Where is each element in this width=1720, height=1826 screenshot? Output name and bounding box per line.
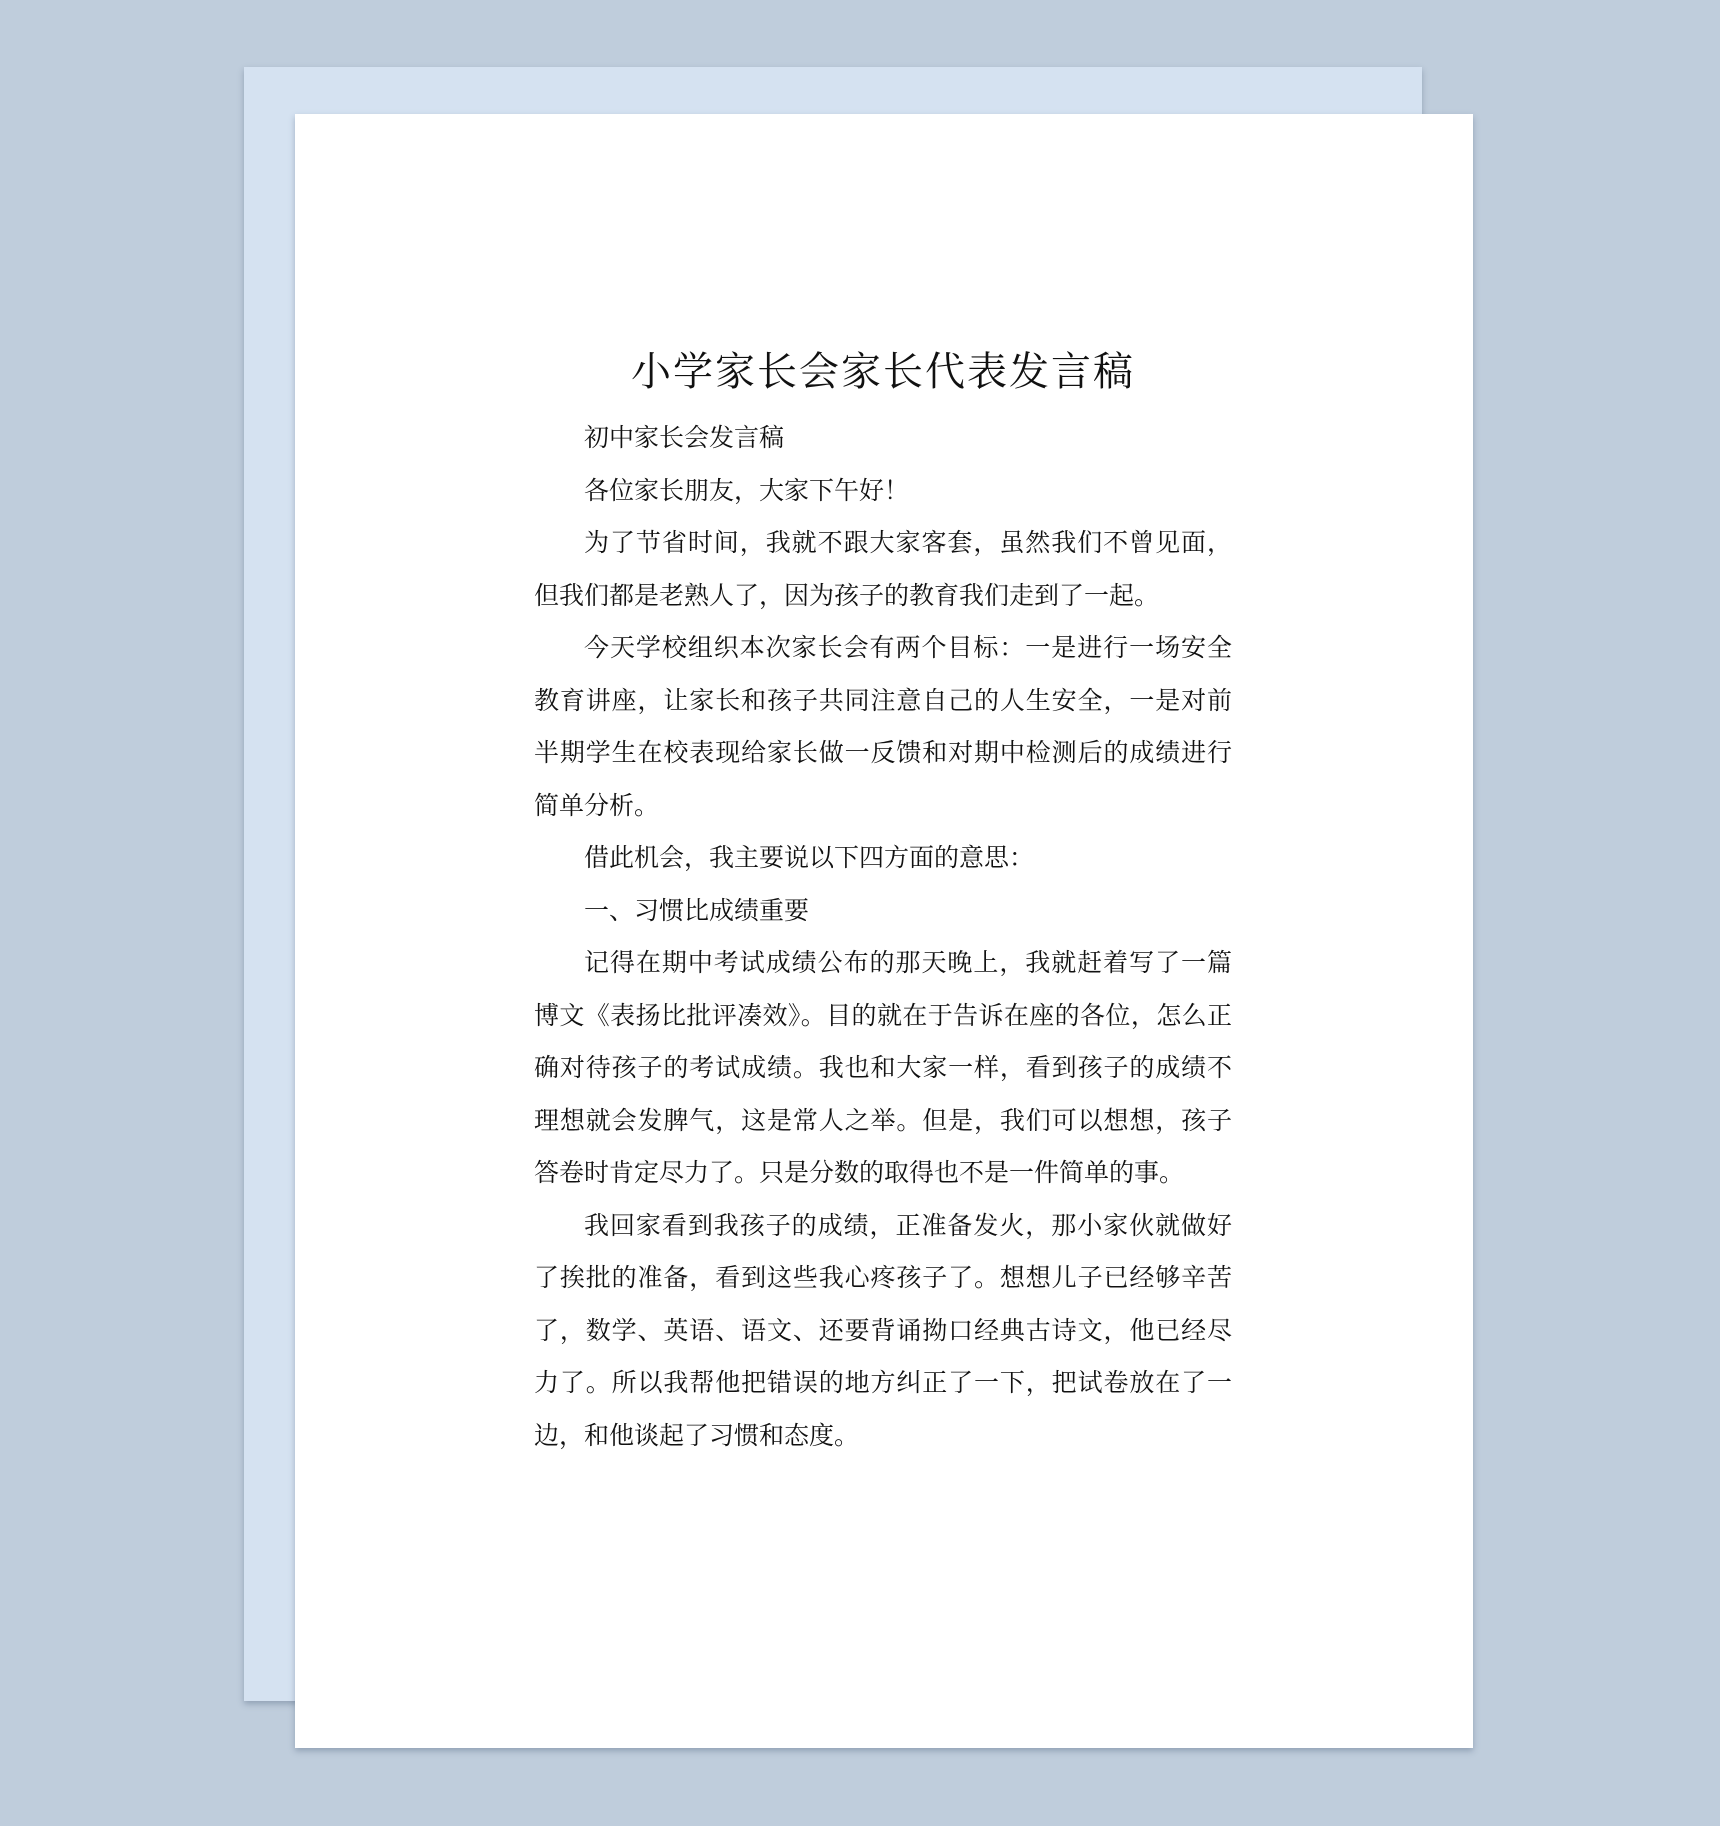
paragraph-intro: 为了节省时间，我就不跟大家客套，虽然我们不曾见面，但我们都是老熟人了，因为孩子的教育我们走到了一起。 [534,528,1232,610]
paragraph-home-story: 我回家看到我孩子的成绩，正准备发火，那小家伙就做好了挨批的准备，看到这些我心疼孩子了。想想儿子已经够辛苦了，数学、英语、语文、还要背诵拗口经典古诗文，他已经尽力了。所以我帮他把错误的地方纠正了一下，把试卷放在了一边，和他谈起了习惯和态度。 [534,1210,1232,1450]
document-title: 小学家长会家长代表发言稿 [631,349,1135,395]
paragraph-exam-results: 记得在期中考试成绩公布的那天晚上，我就赶着写了一篇博文《表扬比批评凑效》。目的就在于告诉在座的各位，怎么正确对待孩子的考试成绩。我也和大家一样，看到孩子的成绩不理想就会发脾气，这是常人之举。但是，我们可以想想，孩子答卷时肯定尽力了。只是分数的取得也不是一件简单的事。 [534,948,1232,1187]
document-body [534,340,1232,1462]
paragraph-subtitle: 初中家长会发言稿 [584,423,785,452]
paragraph-greeting: 各位家长朋友，大家下午好！ [584,475,910,505]
section-heading-habits: 一、习惯比成绩重要 [584,895,810,925]
paragraph-goals: 今天学校组织本次家长会有两个目标：一是进行一场安全教育讲座，让家长和孩子共同注意自己的人生安全，一是对前半期学生在校表现给家长做一反馈和对期中检测后的成绩进行简单分析。 [534,633,1232,820]
paragraph-four-points: 借此机会，我主要说以下四方面的意思： [584,843,1035,872]
